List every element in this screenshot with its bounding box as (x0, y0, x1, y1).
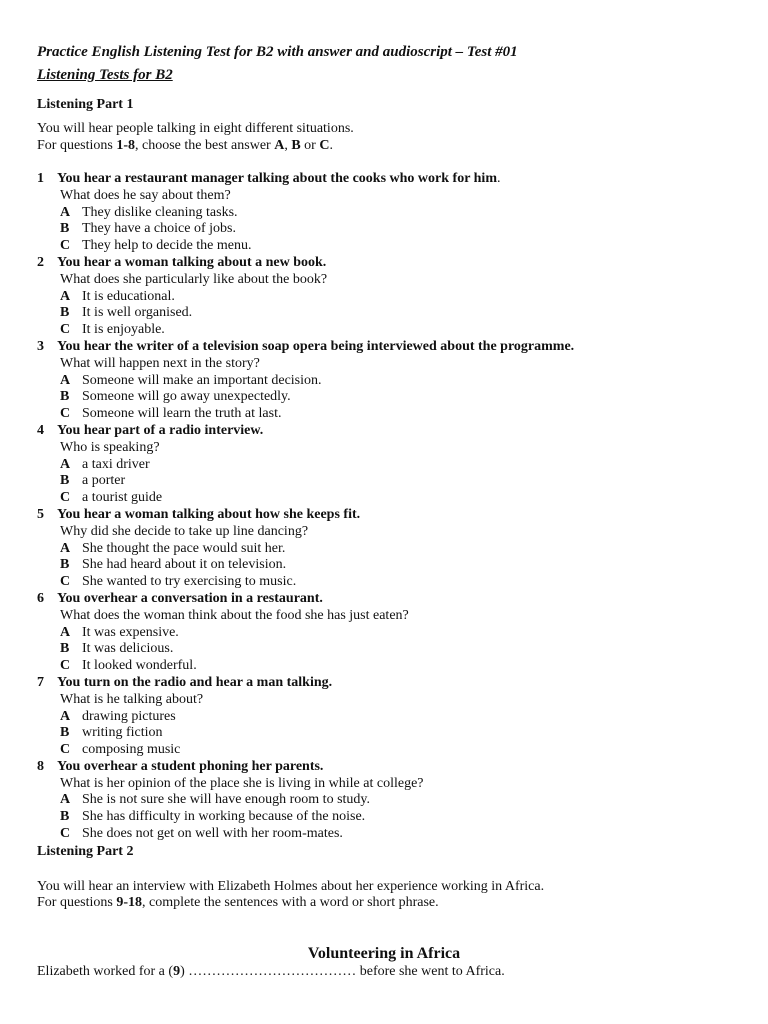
answer-option (37, 658, 737, 675)
question-5 (37, 507, 737, 591)
option-text: She had heard about it on television. (82, 557, 287, 573)
question-text: You hear part of a radio interview. (57, 422, 264, 438)
question-subprompt: What will happen next in the story? (60, 355, 260, 371)
document-page (37, 40, 737, 980)
option-letter: A (60, 288, 71, 304)
answer-option (37, 574, 737, 591)
option-text: She wanted to try exercising to music. (82, 574, 297, 590)
option-text: It was expensive. (82, 624, 179, 640)
question-subprompt: What does the woman think about the food she has just eaten? (60, 607, 409, 623)
question-7 (37, 675, 737, 759)
option-letter: B (60, 389, 70, 405)
question-number: 2 (37, 254, 44, 270)
option-letter: A (60, 624, 71, 640)
gap-fill-sentence: Elizabeth worked for a (9) ……………………………… before she went to Africa. (37, 963, 505, 979)
option-letter: C (60, 406, 71, 422)
option-letter: C (60, 490, 71, 506)
question-text: You overhear a conversation in a restaurant. (57, 590, 323, 606)
document-subtitle: Listening Tests for B2 (37, 67, 173, 83)
question-subprompt: What does he say about them? (60, 187, 231, 203)
option-text: a tourist guide (82, 490, 163, 506)
option-letter: B (60, 557, 70, 573)
option-text: It is enjoyable. (82, 322, 165, 338)
question-number: 1 (37, 171, 44, 186)
question-2 (37, 255, 737, 339)
question-1 (37, 171, 737, 255)
option-text: drawing pictures (82, 708, 176, 724)
question-text: You hear a restaurant manager talking about the cooks who work for him (57, 171, 497, 186)
part1-heading: Listening Part 1 (37, 97, 134, 112)
question-number: 8 (37, 758, 44, 774)
question-4 (37, 423, 737, 507)
question-number: 4 (37, 422, 44, 438)
question-6 (37, 591, 737, 675)
option-letter: B (60, 725, 70, 741)
option-letter: A (60, 372, 71, 388)
question-prompt (37, 675, 737, 692)
option-text: a porter (82, 473, 126, 489)
answer-option (37, 709, 737, 726)
option-letter: C (60, 742, 71, 758)
option-letter: C (60, 238, 71, 254)
question-subprompt: Who is speaking? (60, 439, 160, 455)
option-text: She is not sure she will have enough room to study. (82, 792, 371, 808)
option-letter: A (60, 708, 71, 724)
part1-intro-line2: For questions 1-8, choose the best answer A, B or C. (37, 137, 333, 153)
answer-option (37, 490, 737, 507)
answer-option (37, 238, 737, 255)
question-text-end: . (497, 171, 501, 186)
question-number: 6 (37, 590, 44, 606)
question-prompt (37, 255, 737, 272)
answer-option (37, 205, 737, 222)
question-text: You hear a woman talking about a new book. (57, 254, 327, 270)
option-letter: B (60, 473, 70, 489)
option-letter: B (60, 221, 70, 237)
question-8 (37, 759, 737, 843)
answer-option (37, 742, 737, 759)
part1-intro-line1: You will hear people talking in eight different situations. (37, 121, 354, 136)
option-text: Someone will learn the truth at last. (82, 406, 282, 422)
option-text: They dislike cleaning tasks. (82, 204, 238, 220)
option-letter: A (60, 456, 71, 472)
part2-instructions (37, 879, 737, 912)
option-text: Someone will go away unexpectedly. (82, 389, 291, 405)
option-text: It is well organised. (82, 305, 193, 321)
option-letter: C (60, 322, 71, 338)
option-letter: B (60, 305, 70, 321)
option-text: It is educational. (82, 288, 175, 304)
question-list (37, 171, 737, 843)
question-subprompt: What does she particularly like about the book? (60, 271, 328, 287)
option-letter: B (60, 809, 70, 825)
option-letter: C (60, 658, 71, 674)
option-letter: A (60, 204, 71, 220)
option-letter: A (60, 540, 71, 556)
option-text: She thought the pace would suit her. (82, 540, 286, 556)
option-letter: C (60, 574, 71, 590)
answer-option (37, 322, 737, 339)
question-prompt (37, 759, 737, 776)
part2-intro-line2: For questions 9-18, complete the sentences with a word or short phrase. (37, 895, 439, 911)
question-prompt (37, 339, 737, 356)
option-text: It looked wonderful. (82, 658, 197, 674)
answer-option (37, 625, 737, 642)
answer-option (37, 557, 737, 574)
question-text: You turn on the radio and hear a man talking. (57, 674, 333, 690)
answer-option (37, 826, 737, 843)
option-text: writing fiction (82, 725, 163, 741)
question-prompt (37, 423, 737, 440)
question-number: 7 (37, 674, 44, 690)
answer-option (37, 289, 737, 306)
question-text: You hear the writer of a television soap opera being interviewed about the programme. (57, 338, 575, 354)
answer-option (37, 389, 737, 406)
answer-option (37, 809, 737, 826)
answer-option (37, 305, 737, 322)
option-text: They have a choice of jobs. (82, 221, 236, 237)
answer-option (37, 725, 737, 742)
question-prompt (37, 171, 737, 188)
document-title: Practice English Listening Test for B2 with answer and audioscript – Test #01 (37, 44, 518, 60)
answer-option (37, 457, 737, 474)
option-text: It was delicious. (82, 641, 174, 657)
part2-heading: Listening Part 2 (37, 843, 134, 859)
option-text: She does not get on well with her room-mates. (82, 826, 343, 842)
option-letter: C (60, 826, 71, 842)
answer-option (37, 641, 737, 658)
option-letter: B (60, 641, 70, 657)
answer-option (37, 221, 737, 238)
question-text: You hear a woman talking about how she keeps fit. (57, 506, 361, 522)
question-3 (37, 339, 737, 423)
option-text: Someone will make an important decision. (82, 372, 322, 388)
answer-option (37, 373, 737, 390)
section-title: Volunteering in Africa (307, 944, 461, 962)
answer-option (37, 473, 737, 490)
question-subprompt: Why did she decide to take up line dancing? (60, 523, 309, 539)
option-text: She has difficulty in working because of the noise. (82, 809, 366, 825)
option-text: a taxi driver (82, 456, 150, 472)
question-prompt (37, 507, 737, 524)
question-prompt (37, 591, 737, 608)
part2-intro-line1: You will hear an interview with Elizabeth Holmes about her experience working in Africa. (37, 878, 545, 894)
question-subprompt: What is her opinion of the place she is living in while at college? (60, 775, 424, 791)
option-text: composing music (82, 742, 181, 758)
question-text: You overhear a student phoning her parents. (57, 758, 324, 774)
answer-option (37, 406, 737, 423)
answer-option (37, 792, 737, 809)
option-text: They help to decide the menu. (82, 238, 252, 254)
question-subprompt: What is he talking about? (60, 691, 204, 707)
question-number: 3 (37, 338, 44, 354)
question-number: 5 (37, 506, 44, 522)
part1-instructions (37, 121, 737, 154)
option-letter: A (60, 792, 71, 808)
answer-option (37, 541, 737, 558)
